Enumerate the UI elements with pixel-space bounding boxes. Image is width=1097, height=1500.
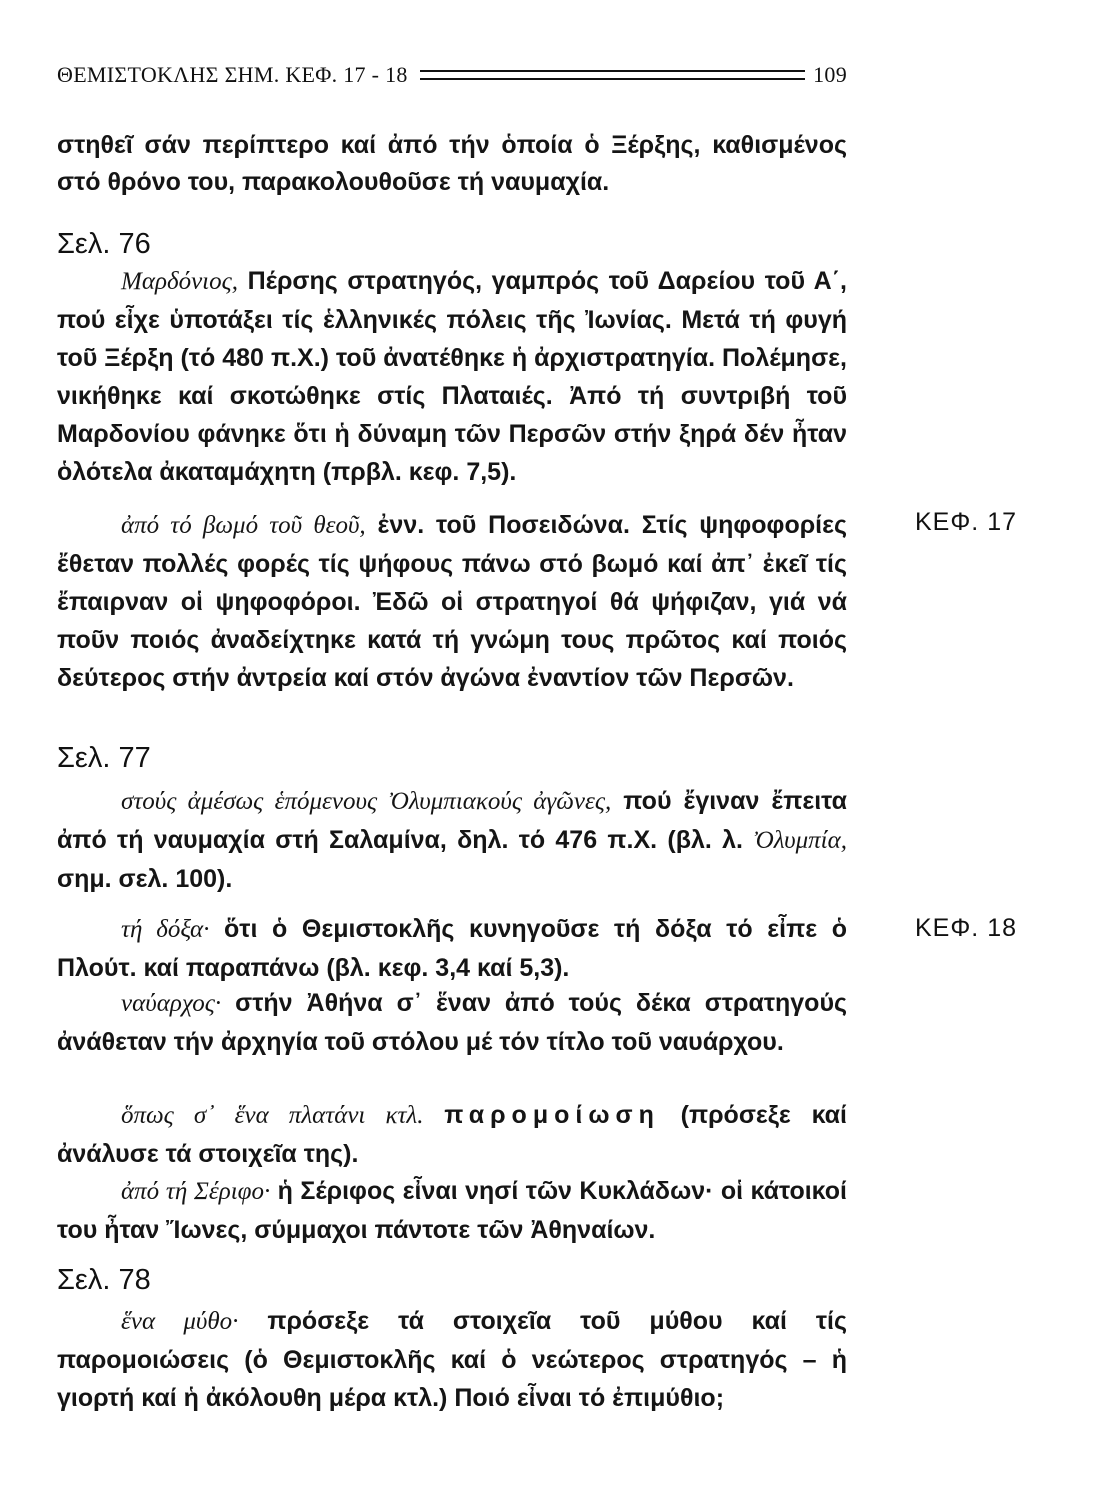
entry-text: Πέρσης στρατηγός, γαμπρός τοῦ Δαρείου τοῦ Α΄, πού εἶχε ὑποτάξει τίς ἑλληνικές πόλεις τῆς Ἰωνίας. Μετά τή φυγή τοῦ Ξέρξη (τό 480 π.Χ.) τοῦ ἀνατέθηκε ἡ ἀρχιστρατηγία. Πολέμησε, νικήθηκε καί σκοτώθηκε στίς Πλαταιές. Ἀπό τή συντριβή τοῦ Μαρδονίου φάνηκε ὅτι ἡ δύναμη τῶν Περσῶν στήν ξηρά δέν ἦταν ὁλότελα ἀκαταμάχητη (πρβλ. κεφ. 7,5). (57, 267, 847, 486)
entry-platani (57, 1096, 847, 1173)
margin-note-kef18: ΚΕΦ. 18 (915, 914, 1017, 942)
entry-olympic-games (57, 782, 847, 898)
header-title: ΘΕΜΙΣΤΟΚΛΗΣ ΣΗΜ. ΚΕΦ. 17 - 18 (57, 62, 408, 87)
margin-note-kef17: ΚΕΦ. 17 (915, 508, 1017, 536)
entry-text: στήν Ἀθήνα σ᾽ ἕναν ἀπό τούς δέκα στρατηγούς ἀνάθεταν τήν ἀρχηγία τοῦ στόλου μέ τόν τίτλο τοῦ ναυάρχου. (57, 989, 847, 1056)
entry-lemma: ὅπως σ᾽ ἕνα πλατάνι κτλ. (121, 1102, 424, 1129)
entry-nauarchos (57, 984, 847, 1061)
intro-paragraph: στηθεῖ σάν περίπτερο καί ἀπό τήν ὁποία ὁ Ξέρξης, καθισμένος στό θρόνο του, παρακολουθοῦσε τή ναυμαχία. (57, 131, 847, 196)
entry-text: ἡ Σέριφος εἶναι νησί τῶν Κυκλάδων· οἱ κάτοικοί του ἦταν Ἴωνες, σύμμαχοι πάντοτε τῶν Ἀθηναίων. (57, 1177, 847, 1244)
entry-mythos (57, 1302, 847, 1417)
entry-text: πού ἔγιναν ἔπειτα ἀπό τή ναυμαχία στή Σαλαμίνα, δηλ. τό 476 π.Χ. (βλ. λ. (57, 787, 847, 854)
entry-text: ἐνν. τοῦ Ποσειδώνα. Στίς ψηφοφορίες ἔθεταν πολλές φορές τίς ψήφους πάνω στό βωμό καί ἀπ᾽ ἐκεῖ τίς ἔπαιρναν οἱ ψηφοφόροι. Ἐδῶ οἱ στρατηγοί θά ψήφιζαν, γιά νά ποῦν ποιός ἀναδείχτηκε κατά τή γνώμη τους πρῶτος καί ποιός δεύτερος στήν ἀντρεία καί στόν ἀγώνα ἐναντίον τῶν Περσῶν. (57, 511, 847, 692)
header-rule (420, 70, 805, 80)
entry-lemma: τή δόξα· (121, 916, 210, 943)
page-number: 109 (813, 62, 847, 87)
entry-lemma: ἕνα μύθο· (121, 1308, 239, 1335)
entry-lemma: ἀπό τό βωμό τοῦ θεοῦ, (121, 512, 366, 539)
section-heading-77: Σελ. 77 (57, 742, 151, 774)
entry-lemma: ναύαρχος· (121, 990, 222, 1017)
entry-doxa (57, 910, 847, 987)
entry-text: (πρόσεξε καί ἀνάλυσε τά στοιχεῖα της). (57, 1101, 847, 1168)
entry-serifos (57, 1172, 847, 1249)
entry-lemma: στούς ἀμέσως ἑπόμενους Ὀλυμπιακούς ἀγῶνες, (121, 788, 612, 815)
entry-mardonios (57, 262, 847, 491)
entry-text-end: σημ. σελ. 100). (57, 865, 233, 893)
section-heading-76: Σελ. 76 (57, 228, 151, 260)
entry-lemma: ἀπό τή Σέριφο· (121, 1178, 271, 1205)
entry-text: ὅτι ὁ Θεμιστοκλῆς κυνηγοῦσε τή δόξα τό εἶπε ὁ Πλούτ. καί παραπάνω (βλ. κεφ. 3,4 καί 5,3). (57, 915, 848, 982)
running-header (57, 60, 847, 90)
entry-lemma: Μαρδόνιος, (121, 268, 239, 295)
entry-lemma-olympia: Ὀλυμπία, (753, 827, 847, 854)
entry-spaced-term: παρομοίωση (444, 1101, 660, 1129)
section-heading-78: Σελ. 78 (57, 1264, 151, 1296)
entry-bomos (57, 506, 847, 697)
entry-text: πρόσεξε τά στοιχεῖα τοῦ μύθου καί τίς παρομοιώσεις (ὁ Θεμιστοκλῆς καί ὁ νεώτερος στρατηγός – ἡ γιορτή καί ἡ ἀκόλουθη μέρα κτλ.) Ποιό εἶναι τό ἐπιμύθιο; (57, 1307, 847, 1412)
